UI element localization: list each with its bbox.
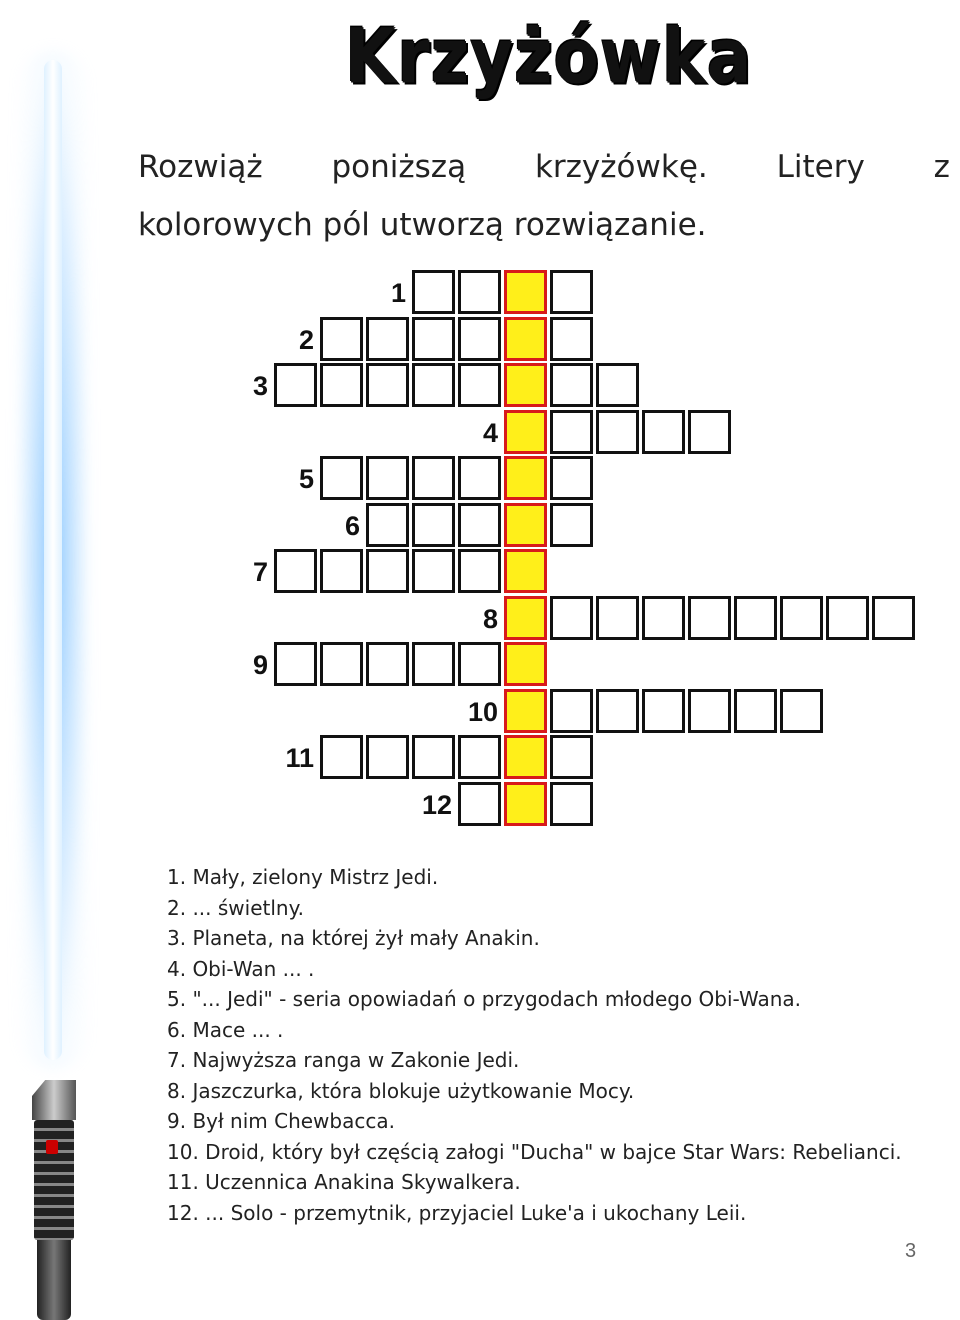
crossword-cell[interactable] bbox=[550, 317, 593, 361]
row-number: 3 bbox=[252, 371, 268, 401]
lightsaber-hilt bbox=[30, 1080, 78, 1320]
crossword-cell[interactable] bbox=[826, 596, 869, 640]
lightsaber-grip bbox=[34, 1120, 74, 1240]
row-number: 6 bbox=[344, 510, 360, 541]
solution-cell[interactable] bbox=[504, 410, 547, 454]
solution-cell[interactable] bbox=[504, 642, 547, 686]
page-number: 3 bbox=[905, 1240, 917, 1262]
crossword-cell[interactable] bbox=[642, 689, 685, 733]
crossword-cell[interactable] bbox=[596, 410, 639, 454]
crossword-cell[interactable] bbox=[550, 410, 593, 454]
crossword-cell[interactable] bbox=[596, 363, 639, 407]
row-number: 5 bbox=[298, 464, 314, 494]
solution-cell[interactable] bbox=[504, 735, 547, 779]
crossword-cell[interactable] bbox=[780, 689, 823, 733]
crossword-cell[interactable] bbox=[274, 642, 317, 686]
solution-cell[interactable] bbox=[504, 317, 547, 361]
crossword-cell[interactable] bbox=[320, 642, 363, 686]
crossword-cell[interactable] bbox=[550, 735, 593, 779]
crossword-cell[interactable] bbox=[550, 270, 593, 314]
crossword-cell[interactable] bbox=[734, 689, 777, 733]
crossword-cell[interactable] bbox=[366, 549, 409, 593]
crossword-cell[interactable] bbox=[688, 596, 731, 640]
clue-item: 4. Obi-Wan ... . bbox=[167, 956, 315, 981]
instructions-word: Rozwiąż bbox=[138, 149, 263, 185]
crossword-cell[interactable] bbox=[550, 689, 593, 733]
crossword-cell[interactable] bbox=[412, 456, 455, 500]
row-number: 9 bbox=[252, 650, 268, 680]
crossword-cell[interactable] bbox=[412, 549, 455, 593]
crossword-cell[interactable] bbox=[872, 596, 915, 640]
crossword-cell[interactable] bbox=[458, 503, 501, 547]
row-number: 10 bbox=[467, 696, 498, 727]
row-number: 4 bbox=[482, 417, 498, 448]
crossword-cell[interactable] bbox=[642, 410, 685, 454]
page-title: Krzyżówka bbox=[345, 12, 753, 101]
solution-cell[interactable] bbox=[504, 689, 547, 733]
instructions-word: z bbox=[933, 149, 950, 185]
clue-item: 9. Był nim Chewbacca. bbox=[167, 1109, 395, 1133]
crossword-cell[interactable] bbox=[320, 317, 363, 361]
row-number: 2 bbox=[298, 324, 314, 355]
crossword-cell[interactable] bbox=[366, 363, 409, 407]
crossword-cell[interactable] bbox=[366, 317, 409, 361]
crossword-cell[interactable] bbox=[550, 782, 593, 826]
crossword-cell[interactable] bbox=[596, 596, 639, 640]
instructions-word: krzyżówkę. bbox=[534, 149, 708, 185]
lightsaber-emitter bbox=[32, 1080, 76, 1120]
solution-cell[interactable] bbox=[504, 456, 547, 500]
crossword-cell[interactable] bbox=[688, 689, 731, 733]
instructions-word: poniższą bbox=[331, 149, 467, 185]
instructions-line-1 bbox=[138, 138, 950, 196]
crossword-cell[interactable] bbox=[550, 456, 593, 500]
lightsaber-button bbox=[46, 1140, 58, 1154]
instructions bbox=[138, 138, 960, 254]
clue-item: 11. Uczennica Anakina Skywalkera. bbox=[167, 1170, 521, 1194]
clue-item: 12. ... Solo - przemytnik, przyjaciel Luke'a i ukochany Leii. bbox=[167, 1200, 747, 1225]
clue-item: 8. Jaszczurka, która blokuje użytkowanie Mocy. bbox=[167, 1078, 635, 1103]
crossword-cell[interactable] bbox=[412, 642, 455, 686]
crossword-cell[interactable] bbox=[366, 735, 409, 779]
crossword-cell[interactable] bbox=[458, 317, 501, 361]
crossword-cell[interactable] bbox=[458, 270, 501, 314]
clue-item: 7. Najwyższa ranga w Zakonie Jedi. bbox=[167, 1048, 520, 1072]
crossword-cell[interactable] bbox=[550, 596, 593, 640]
solution-cell[interactable] bbox=[504, 503, 547, 547]
crossword-cell[interactable] bbox=[596, 689, 639, 733]
crossword-cell[interactable] bbox=[412, 735, 455, 779]
crossword-cell[interactable] bbox=[366, 642, 409, 686]
lightsaber-blade bbox=[44, 60, 62, 1060]
crossword-cell[interactable] bbox=[320, 549, 363, 593]
clue-item: 6. Mace ... . bbox=[167, 1017, 284, 1042]
crossword-cell[interactable] bbox=[412, 270, 455, 314]
crossword-cell[interactable] bbox=[642, 596, 685, 640]
crossword-cell[interactable] bbox=[458, 549, 501, 593]
row-number: 1 bbox=[390, 278, 406, 308]
crossword-cell[interactable] bbox=[458, 735, 501, 779]
clue-item: 2. ... świetlny. bbox=[167, 895, 304, 920]
clue-item: 10. Droid, który był częścią załogi "Ducha" w bajce Star Wars: Rebelianci. bbox=[167, 1139, 902, 1164]
crossword-cell[interactable] bbox=[458, 782, 501, 826]
solution-cell[interactable] bbox=[504, 596, 547, 640]
instructions-line-2: kolorowych pól utworzą rozwiązanie. bbox=[138, 207, 707, 243]
crossword-cell[interactable] bbox=[734, 596, 777, 640]
crossword-cell[interactable] bbox=[412, 503, 455, 547]
instructions-word: Litery bbox=[776, 149, 865, 185]
crossword-cell[interactable] bbox=[366, 456, 409, 500]
crossword-cell[interactable] bbox=[458, 456, 501, 500]
crossword-cell[interactable] bbox=[320, 456, 363, 500]
clue-item: 1. Mały, zielony Mistrz Jedi. bbox=[167, 865, 439, 889]
row-number: 11 bbox=[285, 743, 314, 773]
clue-list bbox=[167, 862, 947, 1228]
crossword-cell[interactable] bbox=[458, 363, 501, 407]
solution-cell[interactable] bbox=[504, 363, 547, 407]
clue-item: 5. "... Jedi" - seria opowiadań o przygodach młodego Obi-Wana. bbox=[167, 987, 801, 1011]
lightsaber-pommel bbox=[37, 1240, 71, 1320]
solution-cell[interactable] bbox=[504, 549, 547, 593]
solution-cell[interactable] bbox=[504, 782, 547, 826]
crossword-cell[interactable] bbox=[550, 363, 593, 407]
row-number: 7 bbox=[252, 557, 268, 587]
row-number: 12 bbox=[421, 789, 452, 820]
crossword-cell[interactable] bbox=[320, 363, 363, 407]
solution-cell[interactable] bbox=[504, 270, 547, 314]
crossword-cell[interactable] bbox=[366, 503, 409, 547]
lightsaber-icon bbox=[0, 0, 110, 1307]
crossword-cell[interactable] bbox=[780, 596, 823, 640]
row-number: 8 bbox=[482, 603, 498, 634]
crossword-cell[interactable] bbox=[412, 363, 455, 407]
clue-item: 3. Planeta, na której żył mały Anakin. bbox=[167, 926, 540, 950]
crossword-cell[interactable] bbox=[688, 410, 731, 454]
crossword-cell[interactable] bbox=[412, 317, 455, 361]
crossword-cell[interactable] bbox=[320, 735, 363, 779]
crossword-cell[interactable] bbox=[550, 503, 593, 547]
crossword-cell[interactable] bbox=[458, 642, 501, 686]
crossword-cell[interactable] bbox=[274, 549, 317, 593]
crossword-cell[interactable] bbox=[274, 363, 317, 407]
